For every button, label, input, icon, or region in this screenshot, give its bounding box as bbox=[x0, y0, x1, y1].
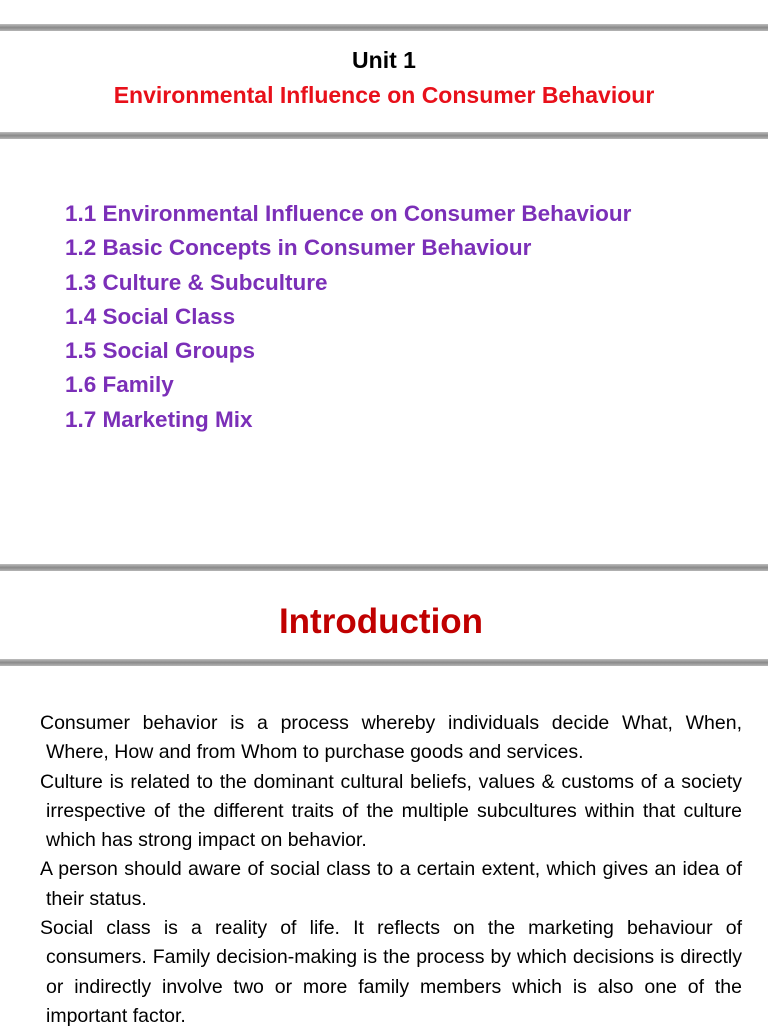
intro-paragraph-1: Consumer behavior is a process whereby individuals decide What, When, Where, How and from Whom to purchase goods and services. bbox=[40, 712, 742, 764]
toc-item-1-4: 1.4 Social Class bbox=[65, 303, 236, 329]
toc-item-1-6: 1.6 Family bbox=[65, 372, 174, 398]
top-divider bbox=[0, 24, 768, 31]
intro-paragraph-4: Social class is a reality of life. It reflects on the marketing behaviour of consumers. Family decision-making is the process by which decisions is directly or indirectly involve two or more family members which is also one of the important factor. bbox=[40, 917, 742, 1027]
intro-paragraph-2: Culture is related to the dominant cultural beliefs, values & customs of a society irrespective of the different traits of the multiple subcultures within that culture which has strong impact on behavior. bbox=[40, 770, 742, 852]
introduction-body bbox=[40, 709, 742, 1031]
introduction-divider bbox=[0, 659, 768, 666]
toc-item-1-3: 1.3 Culture & Subculture bbox=[65, 269, 328, 295]
introduction-heading: Introduction bbox=[278, 602, 484, 641]
toc-item-1-7: 1.7 Marketing Mix bbox=[65, 406, 253, 432]
toc-item-1-5: 1.5 Social Groups bbox=[65, 338, 256, 364]
section-divider bbox=[0, 564, 768, 571]
header-divider bbox=[0, 132, 768, 139]
toc-item-1-2: 1.2 Basic Concepts in Consumer Behaviour bbox=[65, 235, 532, 261]
unit-label: Unit 1 bbox=[352, 47, 416, 73]
toc-item-1-1: 1.1 Environmental Influence on Consumer Behaviour bbox=[65, 201, 632, 226]
unit-title: Environmental Influence on Consumer Behaviour bbox=[113, 82, 655, 108]
table-of-contents bbox=[65, 197, 631, 437]
intro-paragraph-3: A person should aware of social class to a certain extent, which gives an idea of their status. bbox=[40, 858, 742, 910]
